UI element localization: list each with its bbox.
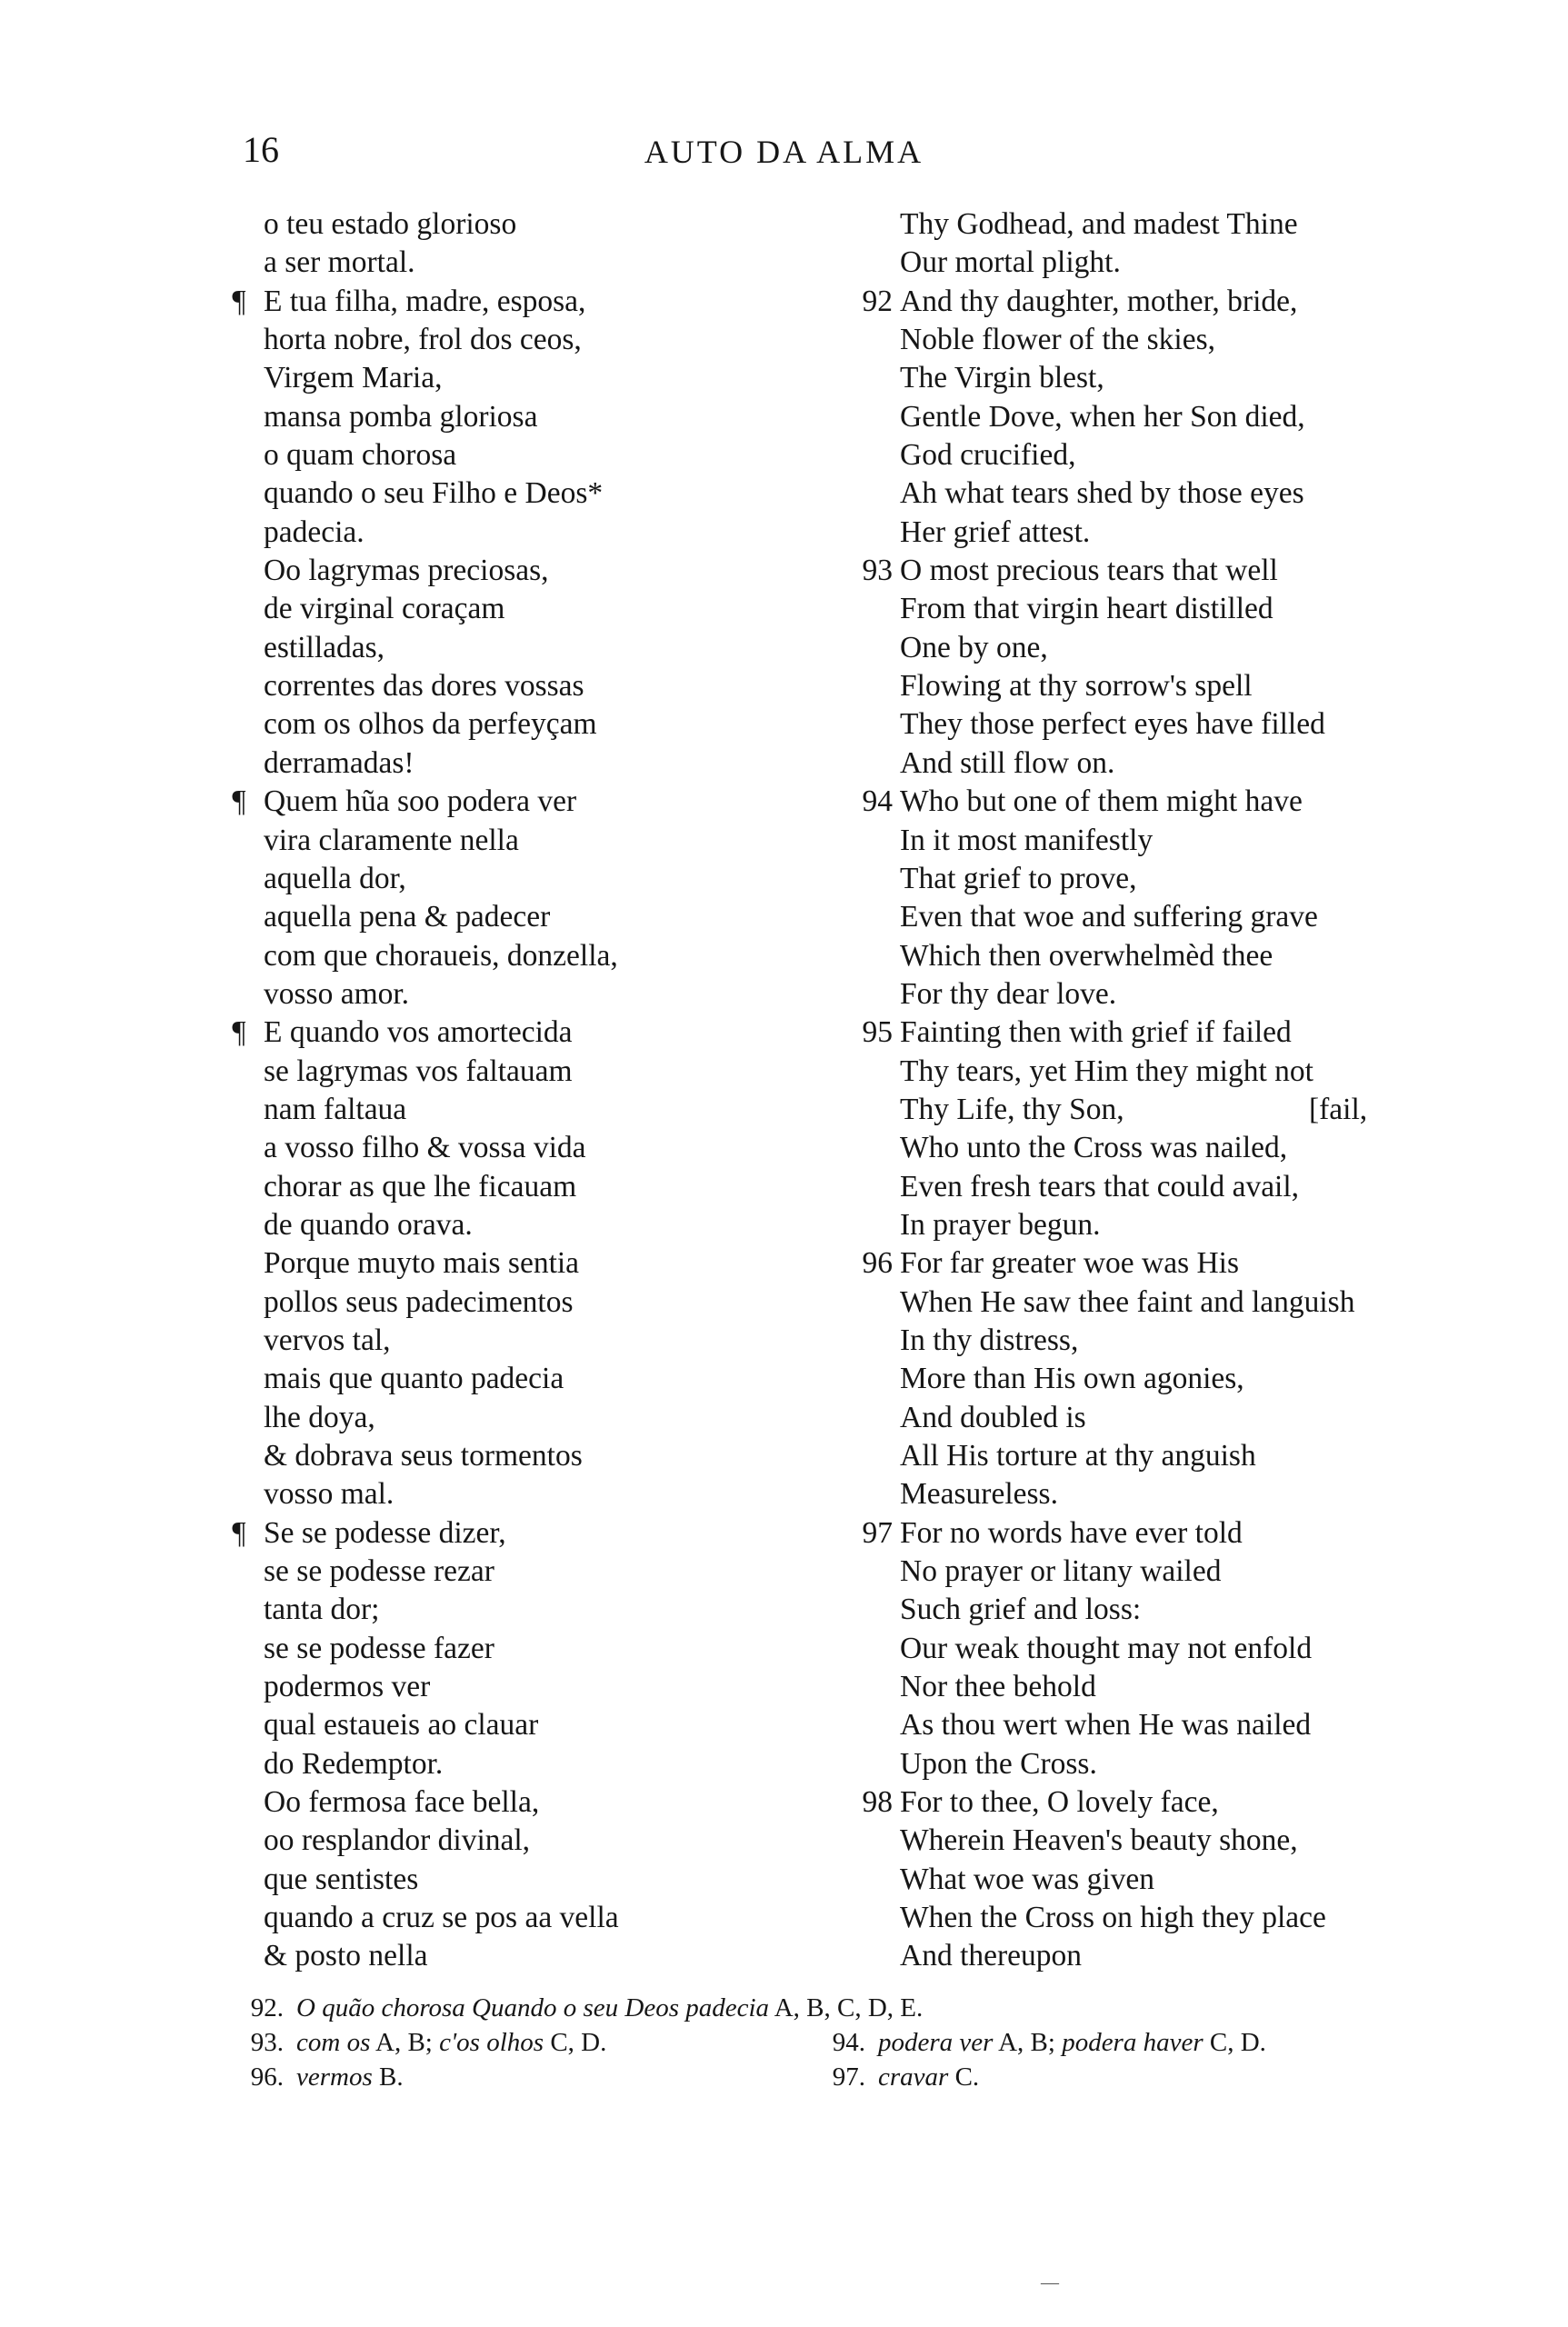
verse-text: vervos tal, [264,1323,391,1357]
left-verse-line [218,1437,873,1475]
left-verse-line [218,205,873,244]
verse-text: com os olhos da perfeyçam [264,707,597,742]
left-verse-line [218,1360,873,1398]
verse-text: o quam chorosa [264,438,457,473]
right-verse-line [827,937,1518,975]
verse-text: They those perfect eyes have filled [900,707,1325,742]
verse-text: que sentistes [264,1862,419,1896]
textual-notes [218,1991,1491,2094]
left-verse-line [218,705,873,744]
verse-text: Nor thee behold [900,1670,1096,1704]
verse-text: Even fresh tears that could avail, [900,1169,1300,1203]
note-96: 96. vermos B. [250,2062,404,2092]
right-verse-line [827,629,1518,667]
verse-text: When the Cross on high they place [900,1901,1326,1935]
verse-text: do Redemptor. [264,1746,444,1781]
left-verse-line [218,1745,873,1783]
right-verse-line [827,590,1518,628]
left-verse-line [218,1322,873,1360]
note-92: 92. O quão chorosa Quando o seu Deos padecia A, B, C, D, E. [250,1993,924,2022]
verse-text: oo resplandor divinal, [264,1823,531,1858]
verse-text: And thereupon [900,1939,1083,1973]
right-verse-line [827,1475,1518,1513]
verse-text: E tua filha, madre, esposa, [264,284,586,318]
verse-text: For no words have ever told [900,1515,1243,1550]
left-verse-line [218,822,873,860]
right-verse-line [827,860,1518,898]
right-verse-line [827,1206,1518,1244]
left-verse-line [218,1630,873,1668]
left-verse-line [218,1591,873,1629]
verse-text: Fainting then with grief if failed [900,1015,1292,1050]
verse-text: padecia. [264,514,365,549]
left-verse-line [218,244,873,282]
right-verse-line [827,1129,1518,1167]
verse-text: de virginal coraçam [264,592,505,626]
verse-text: Flowing at thy sorrow's spell [900,669,1253,704]
right-verse-line [827,244,1518,282]
left-verse-line [218,975,873,1014]
note-row [218,2060,1491,2094]
portuguese-verse-column [218,205,873,1976]
right-verse-line [827,1091,1518,1129]
stanza-number: 93 [862,554,893,588]
verse-text: qual estaueis ao clauar [264,1708,539,1743]
left-verse-line [218,474,873,513]
left-verse-line [218,1553,873,1591]
right-verse-line [827,436,1518,474]
verse-text: se lagrymas vos faltauam [264,1054,573,1088]
left-verse-line [218,398,873,436]
verse-text: Noble flower of the skies, [900,323,1216,357]
verse-text: Thy tears, yet Him they might not [900,1054,1313,1088]
left-verse-line [218,1244,873,1283]
stanza-number: 95 [862,1015,893,1050]
note-93: 93. com os A, B; c'os olhos C, D. [250,2028,607,2057]
verse-text: Who unto the Cross was nailed, [900,1131,1288,1165]
note-row [218,1991,1491,2025]
verse-text: Wherein Heaven's beauty shone, [900,1823,1298,1858]
verse-text: com que choraueis, donzella, [264,938,618,973]
left-verse-line [218,1937,873,1975]
left-verse-line [218,937,873,975]
verse-text: More than His own agonies, [900,1362,1244,1396]
verse-text: E quando vos amortecida [264,1015,573,1050]
verse-text: Her grief attest. [900,514,1091,549]
pilcrow-marker: ¶ [232,1015,246,1050]
verse-text: Which then overwhelmèd thee [900,938,1273,973]
right-verse-line [827,1899,1518,1937]
verse-text: Quem hũa soo podera ver [264,784,577,819]
stanza-number: 96 [862,1246,893,1281]
left-verse-line [218,1399,873,1437]
right-verse-line [827,822,1518,860]
left-verse-line [218,1206,873,1244]
right-verse-line [827,205,1518,244]
left-verse-line [218,1091,873,1129]
left-verse-line [218,1129,873,1167]
verse-text: What woe was given [900,1862,1155,1896]
left-verse-line [218,1053,873,1091]
verse-text: One by one, [900,630,1048,664]
scan-speck: — [1041,2272,1059,2292]
verse-text: o teu estado glorioso [264,207,517,241]
left-verse-line [218,436,873,474]
verse-text: For far greater woe was His [900,1246,1240,1281]
verse-text: mansa pomba gloriosa [264,399,538,434]
verse-text: estilladas, [264,630,385,664]
right-verse-line [827,1861,1518,1899]
left-verse-line [218,1668,873,1706]
right-verse-line [827,1822,1518,1860]
pilcrow-marker: ¶ [232,784,246,819]
right-verse-line [827,1514,1518,1553]
verse-text: vosso amor. [264,976,410,1011]
stanza-number: 97 [862,1515,893,1550]
left-verse-line [218,514,873,552]
right-verse-line [827,283,1518,321]
verse-text: That grief to prove, [900,861,1137,895]
right-verse-line [827,1360,1518,1398]
left-verse-line [218,667,873,705]
verse-text: correntes das dores vossas [264,669,584,704]
verse-text: For thy dear love. [900,976,1117,1011]
note-97: 97. cravar C. [832,2062,980,2092]
left-verse-line [218,1783,873,1822]
right-verse-line [827,1053,1518,1091]
right-verse-line [827,1706,1518,1744]
left-verse-line [218,783,873,821]
left-verse-line [218,898,873,936]
left-verse-line [218,1514,873,1553]
verse-text: From that virgin heart distilled [900,592,1273,626]
stanza-number: 94 [862,784,893,819]
verse-text: de quando orava. [264,1207,473,1242]
right-verse-line [827,1244,1518,1283]
verse-text: podermos ver [264,1670,431,1704]
right-verse-line [827,552,1518,590]
left-verse-line [218,1014,873,1052]
verse-text: vira claramente nella [264,823,519,857]
verse-text: & posto nella [264,1939,428,1973]
stanza-number: 92 [862,284,893,318]
verse-text: In thy distress, [900,1323,1079,1357]
verse-text: & dobrava seus tormentos [264,1439,583,1473]
turnover-word: [fail, [1309,1092,1368,1126]
right-verse-line [827,321,1518,359]
right-verse-line [827,1014,1518,1052]
left-verse-line [218,359,873,397]
verse-text: vosso mal. [264,1477,394,1512]
verse-text: tanta dor; [264,1593,380,1627]
page-number: 16 [243,129,279,170]
right-verse-line [827,398,1518,436]
stanza-number: 98 [862,1785,893,1820]
left-verse-line [218,1706,873,1744]
verse-text: chorar as que lhe ficauam [264,1169,577,1203]
verse-text: quando a cruz se pos aa vella [264,1901,619,1935]
verse-text: Gentle Dove, when her Son died, [900,399,1305,434]
right-verse-line [827,667,1518,705]
left-verse-line [218,860,873,898]
right-verse-line [827,359,1518,397]
verse-text: O most precious tears that well [900,554,1278,588]
left-verse-line [218,321,873,359]
verse-text: And doubled is [900,1400,1086,1434]
left-verse-line [218,1899,873,1937]
right-verse-line [827,1553,1518,1591]
verse-text: The Virgin blest, [900,361,1104,395]
left-verse-line [218,590,873,628]
verse-text: Porque muyto mais sentia [264,1246,580,1281]
verse-text: pollos seus padecimentos [264,1284,574,1319]
verse-text: Thy Life, thy Son, [900,1092,1124,1126]
right-verse-line [827,1283,1518,1322]
running-head: AUTO DA ALMA [644,134,924,170]
verse-text: Oo lagrymas preciosas, [264,554,549,588]
right-verse-line [827,1630,1518,1668]
right-verse-line [827,975,1518,1014]
verse-text: No prayer or litany wailed [900,1554,1222,1589]
right-verse-line [827,783,1518,821]
verse-text: As thou wert when He was nailed [900,1708,1312,1743]
right-verse-line [827,744,1518,783]
verse-text: And thy daughter, mother, bride, [900,284,1298,318]
right-verse-line [827,1783,1518,1822]
left-verse-line [218,552,873,590]
verse-text: Upon the Cross. [900,1746,1097,1781]
verse-text: For to thee, O lovely face, [900,1785,1219,1820]
right-verse-line [827,1437,1518,1475]
right-verse-line [827,1668,1518,1706]
right-verse-line [827,1322,1518,1360]
verse-text: se se podesse rezar [264,1554,494,1589]
pilcrow-marker: ¶ [232,284,246,318]
verse-text: Se se podesse dizer, [264,1515,506,1550]
verse-text: Ah what tears shed by those eyes [900,476,1304,511]
note-94: 94. podera ver A, B; podera haver C, D. [832,2028,1266,2057]
right-verse-line [827,705,1518,744]
right-verse-line [827,1591,1518,1629]
left-verse-line [218,1861,873,1899]
verse-text: derramadas! [264,745,414,780]
verse-text: lhe doya, [264,1400,375,1434]
note-row [218,2025,1491,2060]
right-verse-line [827,1937,1518,1975]
verse-text: Such grief and loss: [900,1593,1142,1627]
right-verse-line [827,1745,1518,1783]
left-verse-line [218,1283,873,1322]
verse-text: Even that woe and suffering grave [900,900,1318,934]
right-verse-line [827,474,1518,513]
verse-text: In prayer begun. [900,1207,1101,1242]
left-verse-line [218,1475,873,1513]
pilcrow-marker: ¶ [232,1515,246,1550]
right-verse-line [827,1399,1518,1437]
verse-text: When He saw thee faint and languish [900,1284,1355,1319]
left-verse-line [218,1168,873,1206]
verse-text: quando o seu Filho e Deos* [264,476,604,511]
verse-text: And still flow on. [900,745,1115,780]
left-verse-line [218,744,873,783]
left-verse-line [218,629,873,667]
verse-text: aquella pena & padecer [264,900,551,934]
verse-text: God crucified, [900,438,1076,473]
verse-text: Our weak thought may not enfold [900,1631,1313,1665]
verse-text: Who but one of them might have [900,784,1303,819]
right-verse-line [827,1168,1518,1206]
verse-text: Our mortal plight. [900,245,1121,280]
verse-text: All His torture at thy anguish [900,1439,1256,1473]
verse-text: a ser mortal. [264,245,415,280]
verse-text: Oo fermosa face bella, [264,1785,540,1820]
left-verse-line [218,1822,873,1860]
verse-text: a vosso filho & vossa vida [264,1131,586,1165]
verse-text: In it most manifestly [900,823,1154,857]
right-verse-line [827,898,1518,936]
verse-text: Thy Godhead, and madest Thine [900,207,1298,241]
verse-text: aquella dor, [264,861,406,895]
left-verse-line [218,283,873,321]
english-verse-column [827,205,1518,1976]
verse-text: Virgem Maria, [264,361,443,395]
verse-text: se se podesse fazer [264,1631,494,1665]
verse-text: horta nobre, frol dos ceos, [264,323,582,357]
verse-text: nam faltaua [264,1092,407,1126]
right-verse-line [827,514,1518,552]
verse-text: Measureless. [900,1477,1058,1512]
verse-text: mais que quanto padecia [264,1362,564,1396]
